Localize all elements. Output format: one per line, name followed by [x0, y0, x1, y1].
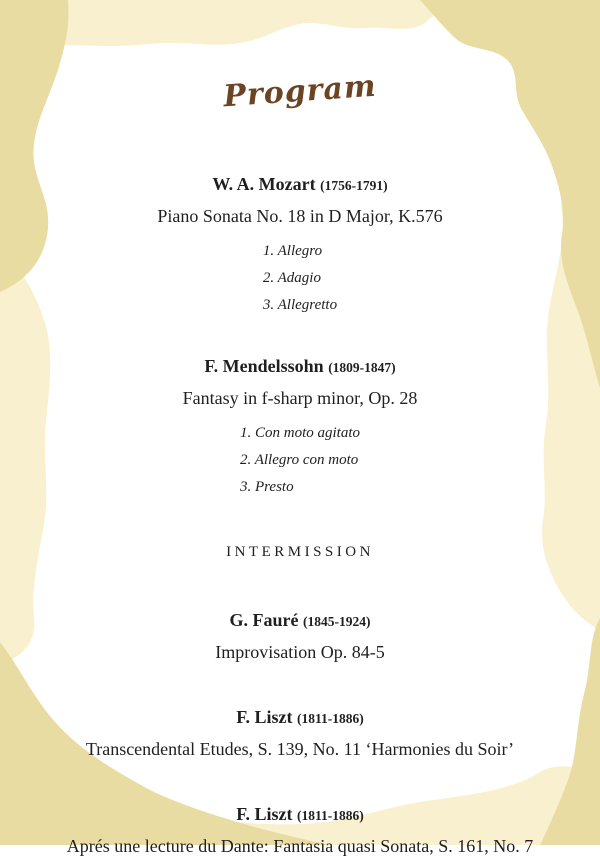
movement-list — [263, 243, 337, 313]
composer-name: F. Liszt — [236, 804, 293, 824]
title-wrap — [0, 70, 600, 114]
composer-name: G. Fauré — [229, 610, 299, 630]
program-section — [0, 172, 600, 314]
composer-heading — [0, 608, 600, 634]
movement-item: 3. Allegretto — [262, 297, 338, 313]
composer-heading — [0, 705, 600, 731]
composer-name: F. Mendelssohn — [204, 356, 324, 376]
program-section — [0, 802, 600, 859]
movement-item: 1. Con moto agitato — [239, 425, 360, 441]
program-section — [0, 705, 600, 762]
movement-item: 1. Allegro — [262, 243, 323, 259]
composer-dates: (1845-1924) — [303, 614, 371, 629]
composer-dates: (1811-1886) — [297, 808, 364, 823]
sections-container — [0, 172, 600, 859]
movement-item: 3. Presto — [239, 479, 294, 495]
composer-name: W. A. Mozart — [212, 174, 316, 194]
program-section — [0, 608, 600, 665]
composer-heading — [0, 172, 600, 198]
program-section — [0, 354, 600, 496]
composer-dates: (1811-1886) — [297, 711, 364, 726]
work-title: Improvisation Op. 84-5 — [215, 642, 385, 662]
composer-dates: (1809-1847) — [328, 360, 396, 375]
intermission-label: INTERMISSION — [226, 544, 374, 560]
composer-heading — [0, 802, 600, 828]
composer-heading — [0, 354, 600, 380]
work-title: Aprés une lecture du Dante: Fantasia quasi Sonata, S. 161, No. 7 — [66, 836, 534, 856]
program-title: Program — [222, 68, 378, 115]
movement-item: 2. Adagio — [262, 270, 321, 286]
work-title: Transcendental Etudes, S. 139, No. 11 ‘Harmonies du Soir’ — [85, 739, 515, 759]
work-title: Piano Sonata No. 18 in D Major, K.576 — [157, 206, 443, 226]
movement-list — [240, 425, 360, 495]
work-title: Fantasy in f-sharp minor, Op. 28 — [182, 388, 418, 408]
composer-name: F. Liszt — [236, 707, 293, 727]
movement-item: 2. Allegro con moto — [239, 452, 359, 468]
composer-dates: (1756-1791) — [320, 178, 388, 193]
